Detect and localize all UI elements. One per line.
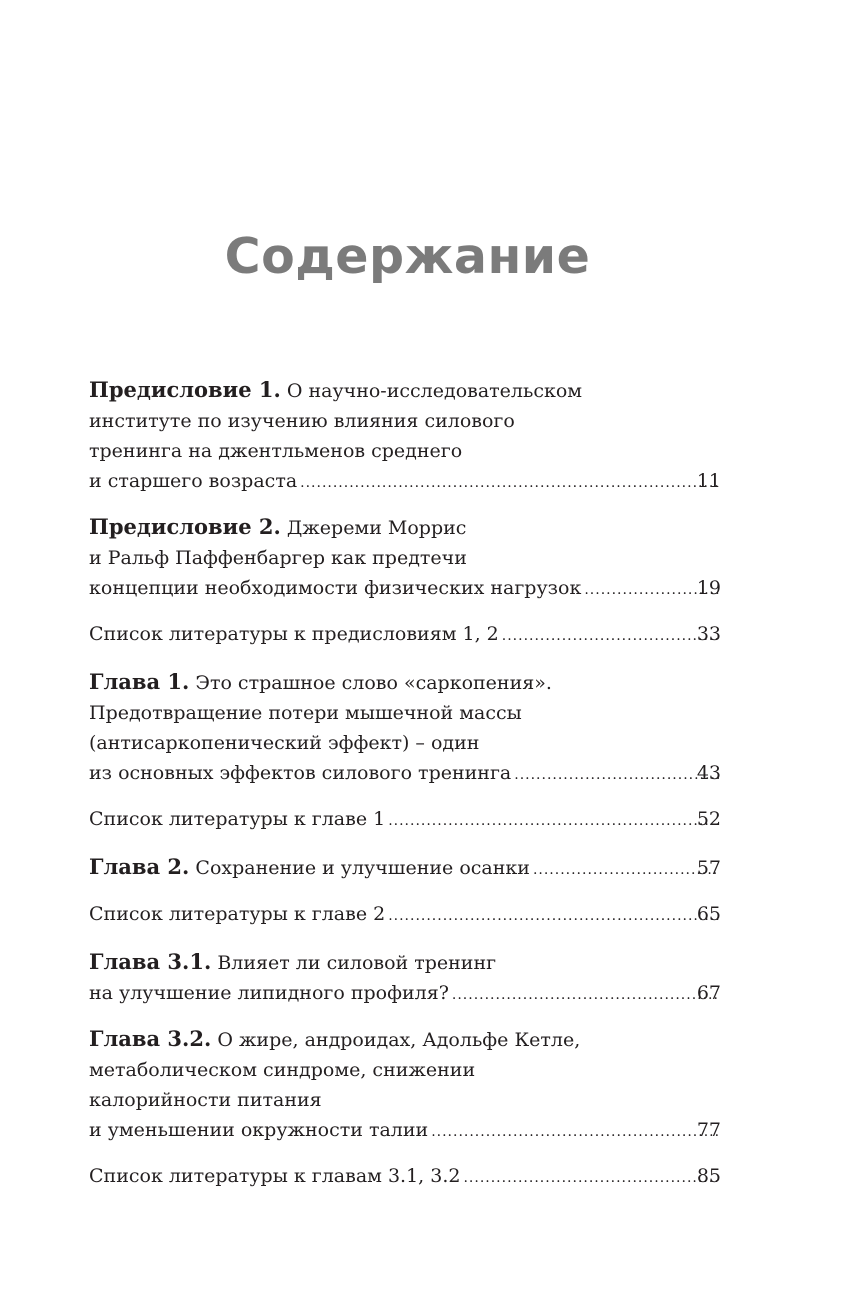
- toc-entry-chapter-3-2: [89, 1024, 721, 1147]
- toc-entry-last-line: Список литературы к главам 3.1, 3.2 ..... 85: [118, 1161, 721, 1193]
- toc-entry-text: О жире, андроидах, Адольфе Кетле,: [217, 1029, 581, 1051]
- toc-entry-text: Список литературы к главе 1: [89, 808, 386, 830]
- dot-leader: [388, 899, 719, 931]
- toc-entry-first-line: [89, 852, 530, 883]
- toc-entry-text: и Ральф Паффенбаргер как предтечи: [89, 547, 467, 569]
- toc-entry-last-line: Список литературы к предисловиям 1, 2 ..... 33: [118, 619, 721, 651]
- toc-entry-text: Список литературы к главе 2: [89, 903, 386, 925]
- dot-leader: [533, 853, 719, 885]
- dot-leader: [300, 466, 719, 498]
- toc-entry-text: тренинга на джентльменов среднего: [89, 440, 463, 462]
- dot-leader: [388, 804, 719, 836]
- toc-entry-last-line: на улучшение липидного профиля? ..... 67: [118, 978, 721, 1010]
- table-of-contents: [89, 375, 721, 1209]
- toc-entry-last-line: концепции необходимости физических нагрузок ..... 19: [118, 573, 721, 605]
- dot-leader: [431, 1115, 719, 1147]
- toc-entry-references-chapter-3: [89, 1161, 721, 1193]
- toc-entry-last-line: Список литературы к главе 1 ..... 52: [118, 804, 721, 836]
- toc-entry-text: Список литературы к предисловиям 1, 2: [89, 623, 499, 645]
- toc-entry-text: концепции необходимости физических нагрузок: [89, 577, 582, 599]
- toc-entry-chapter-3-1: [89, 947, 721, 1010]
- toc-entry-text: Это страшное слово «саркопения».: [195, 672, 552, 694]
- toc-entry-label: Глава 3.2.: [89, 1026, 212, 1051]
- toc-entry-label: Глава 2.: [89, 854, 190, 879]
- toc-entry-text: калорийности питания: [89, 1089, 322, 1111]
- toc-entry-label: Глава 3.1.: [89, 949, 212, 974]
- dot-leader: [452, 978, 719, 1010]
- toc-entry-chapter-1: [89, 667, 721, 790]
- toc-entry-label: Глава 1.: [89, 669, 190, 694]
- toc-entry-last-line: и уменьшении окружности талии ..... 77: [118, 1115, 721, 1147]
- toc-entry-references-chapter-1: [89, 804, 721, 836]
- dot-leader: [502, 619, 719, 651]
- toc-entry-text: и уменьшении окружности талии: [89, 1119, 429, 1141]
- page-title: Содержание: [224, 228, 591, 285]
- toc-entry-last-line: Список литературы к главе 2 ..... 65: [118, 899, 721, 931]
- dot-leader: [514, 758, 719, 790]
- toc-entry-text: Предотвращение потери мышечной массы: [89, 702, 522, 724]
- toc-entry-first-line: [89, 667, 721, 698]
- toc-entry-text: Сохранение и улучшение осанки: [195, 857, 530, 879]
- toc-entry-label: Предисловие 1.: [89, 377, 281, 402]
- toc-entry-label: Предисловие 2.: [89, 514, 281, 539]
- toc-entry-foreword-2: [89, 512, 721, 605]
- toc-entry-foreword-1: [89, 375, 721, 498]
- toc-entry-last-line: Глава 2. Сохранение и улучшение осанки ..... 57: [118, 852, 721, 885]
- toc-entry-text: Джереми Моррис: [286, 517, 467, 539]
- dot-leader: [463, 1161, 719, 1193]
- toc-entry-first-line: [89, 512, 721, 543]
- toc-entry-first-line: [89, 1024, 721, 1055]
- toc-entry-text: метаболическом синдроме, снижении: [89, 1059, 476, 1081]
- toc-entry-text: Влияет ли силовой тренинг: [217, 952, 497, 974]
- toc-entry-first-line: [89, 947, 721, 978]
- toc-entry-text: на улучшение липидного профиля?: [89, 982, 449, 1004]
- toc-entry-text: из основных эффектов силового тренинга: [89, 762, 512, 784]
- toc-entry-references-forewords: [89, 619, 721, 651]
- toc-entry-references-chapter-2: [89, 899, 721, 931]
- toc-entry-text: О научно-исследовательском: [286, 380, 583, 402]
- toc-entry-text: и старшего возраста: [89, 470, 298, 492]
- toc-entry-text: институте по изучению влияния силового: [89, 410, 515, 432]
- toc-entry-last-line: из основных эффектов силового тренинга ..... 43: [118, 758, 721, 790]
- toc-entry-text: (антисаркопенический эффект) – один: [89, 732, 480, 754]
- toc-entry-chapter-2: [89, 852, 721, 885]
- toc-entry-text: Список литературы к главам 3.1, 3.2: [89, 1165, 461, 1187]
- toc-entry-first-line: [89, 375, 721, 406]
- toc-entry-last-line: и старшего возраста ..... 11: [118, 466, 721, 498]
